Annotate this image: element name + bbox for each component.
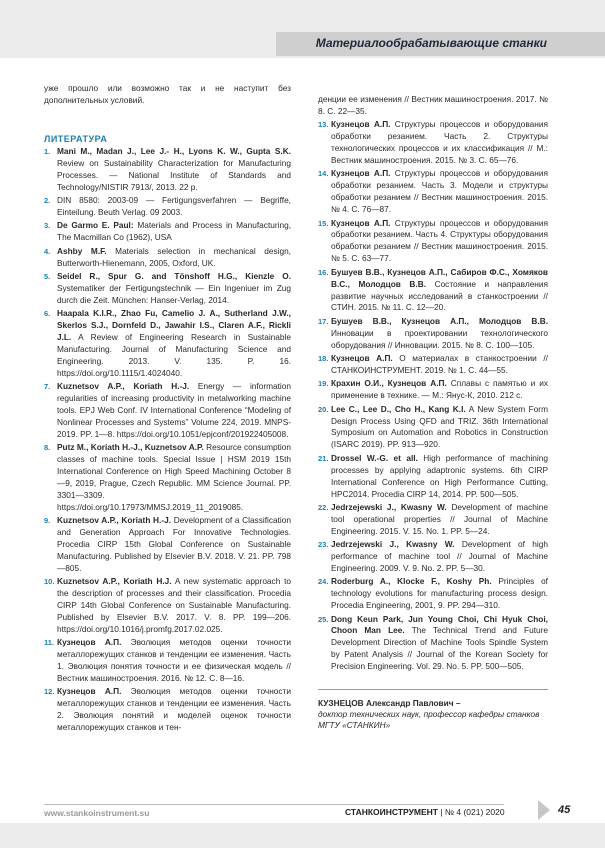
- reference-number: 2.: [44, 196, 51, 206]
- reference-item: [318, 267, 548, 315]
- reference-number: 20.: [318, 404, 329, 414]
- reference-authors: Roderburg A., Klocke F., Koshy Ph.: [331, 576, 492, 587]
- reference-item: [318, 404, 548, 452]
- reference-text: Структуры процессов и оборудования обработки резанием. Часть 4. Структуры оборудования обработки резанием // Вестник машиностроения. 2015. № 5. С. 63—77.: [331, 217, 548, 264]
- reference-item: [318, 614, 548, 674]
- reference-item: [318, 119, 548, 167]
- page-number: 45: [558, 804, 571, 816]
- reference-item: [44, 576, 291, 636]
- references-heading: ЛИТЕРАТУРА: [44, 134, 108, 144]
- reference-item: [318, 576, 548, 612]
- reference-text: Materials and Process in Manufacturing, The Macmillan Co (1962), USA: [57, 220, 292, 243]
- left-column: [44, 82, 291, 736]
- reference-authors: Кузнецов А.П.: [57, 637, 122, 648]
- author-info: [318, 689, 548, 731]
- reference-authors: Бушуев В.В., Кузнецов А.П., Сабиров Ф.С., Хомяков В.С., Молодцов В.В.: [331, 266, 548, 289]
- reference-item: [318, 218, 548, 266]
- reference-item: [318, 316, 548, 352]
- reference-item: [318, 353, 548, 377]
- reference-authors: Jedrzejewski J., Kwasny W.: [331, 539, 455, 550]
- reference-number: 17.: [318, 316, 329, 326]
- reference-item: [44, 220, 291, 244]
- reference-text: Systematiker der Fertigungstechnik — Ein Ingeniuer im Zug durch die Zeit. München: Hanser-Verlag, 2014.: [57, 282, 291, 305]
- reference-number: 13.: [318, 120, 329, 130]
- reference-authors: Кузнецов А.П.: [331, 168, 391, 179]
- reference-item: [318, 168, 548, 216]
- reference-item: [44, 515, 291, 575]
- footer-divider: [44, 804, 504, 805]
- section-title: Материалообрабатывающие станки: [315, 36, 547, 50]
- reference-number: 24.: [318, 577, 329, 587]
- reference-authors: Dong Keun Park, Jun Young Choi, Chi Hyuk Choi, Choon Man Lee.: [331, 613, 548, 636]
- reference-number: 5.: [44, 272, 51, 282]
- reference-authors: Кузнецов А.П.: [57, 686, 122, 697]
- journal-name: СТАНКОИНСТРУМЕНТ: [345, 807, 438, 817]
- reference-authors: Бушуев В.В., Кузнецов А.П., Молодцов В.В.: [331, 315, 548, 326]
- reference-text: Сплавы с памятью и их применение в технике. — М.: Янус-К, 2010. 212 с.: [331, 378, 548, 401]
- reference-authors: Kuznetsov A.P., Koriath H.-J.: [57, 381, 190, 392]
- reference-text: Структуры процессов и оборудования обработки резанием. Часть 2. Структуры технологических процессов и их классификация // М.: Вестник машиностроения. 2015. № 3. С. 65—76.: [331, 119, 548, 166]
- reference-authors: Ashby M.F.: [57, 245, 107, 256]
- reference-continuation: денции ее изменения // Вестник машиностроения. 2017. № 8. С. 22—35.: [318, 94, 548, 116]
- reference-item: [44, 308, 291, 379]
- reference-text: Development of machine tool operational properties // Journal of Machine Engineering. 2015. V. 15. No. 1. PP. 5—24.: [331, 501, 548, 536]
- reference-item: [44, 442, 291, 513]
- reference-item: [318, 502, 548, 538]
- right-column: [318, 94, 548, 731]
- reference-number: 18.: [318, 354, 329, 364]
- reference-authors: Seidel R., Spur G. and Tönshoff H.G., Kienzle O.: [57, 271, 291, 282]
- reference-text: A new systematic approach to the description of processes and their classification. Procedia CIRP 14th Global Conference on Sustainable Manufacturing. Published by Elsevier B.V. 2017. V. 8. PP. 199—206. https://doi.org/10.1016/j.promfg.2017.02.025.: [57, 576, 291, 634]
- reference-item: [44, 246, 291, 270]
- arrow-right-icon: [538, 800, 550, 820]
- reference-text: О материалах в станкостроении // СТАНКОИНСТРУМЕНТ. 2019. № 1. С. 44—55.: [331, 353, 548, 375]
- reference-number: 8.: [44, 443, 51, 453]
- reference-authors: Haapala K.I.R., Zhao Fu, Camelio J. A., Sutherland J.W., Skerlos S.J., Dornfeld D., Jawahir I.S., Claren A.F., Rickli J.L.: [57, 308, 291, 343]
- reference-text: Development of a Classification and Generation Approach For Innovative Technologies. Procedia CIRP 15th Global Conference on Sustainable Manufacturing. Published by Elsevier B.V. 2018. V. 21. PP. 798—805.: [57, 515, 291, 573]
- reference-number: 23.: [318, 540, 329, 550]
- reference-number: 22.: [318, 502, 329, 512]
- reference-number: 19.: [318, 379, 329, 389]
- reference-authors: Кузнецов А.П.: [331, 353, 393, 364]
- reference-item: [318, 378, 548, 402]
- reference-text: A Review of Engineering Research in Sustainable Manufacturing. Journal of Manufacturing Science and Engineering. 2013. V. 135. P. 16. https://doi.org/10.1115/1.4024040.: [57, 332, 291, 378]
- footer-band: [0, 823, 605, 848]
- author-name: КУЗНЕЦОВ Александр Павлович –: [318, 698, 461, 709]
- reference-text: Инновации в проектировании технологического оборудования // Инновации. 2015. № 8. С. 100—105.: [331, 327, 548, 350]
- reference-text: Energy — information regularities of increasing productivity in metalworking machine tools. EPJ Web Conf. IV International Conference “Modeling of Nonlinear Processes and Systems” Volume 224, 2019. MNPS-2019. PP. 1—8. https://doi.org/10.1051/epjconf/201922405008.: [57, 381, 291, 439]
- reference-authors: Kuznetsov A.P., Koriath H.J.: [57, 576, 172, 587]
- reference-text: Структуры процессов и оборудования обработки резанием. Часть 3. Модели и структуры обработки резанием // Вестник машиностроения. 2015. № 4. С. 76—87.: [331, 168, 548, 215]
- reference-item: [44, 637, 291, 685]
- reference-number: 21.: [318, 453, 329, 463]
- reference-text: Development of high performance of machine tool // Journal of Machine Engineering. 2009. V. 9. No. 2. PP. 5—30.: [331, 539, 548, 573]
- reference-number: 12.: [44, 687, 55, 697]
- reference-text: Состояние и направления развитие научных исследований в станкостроении // СТИН. 2015. № 11. С. 12—20.: [331, 278, 549, 313]
- reference-authors: Kuznetsov A.P., Koriath H.-J.: [57, 515, 172, 526]
- reference-list-right: [318, 119, 548, 673]
- journal-issue: | № 4 (021) 2020: [437, 807, 505, 817]
- reference-item: [44, 686, 291, 734]
- reference-authors: Drossel W.-G. et all.: [331, 452, 418, 463]
- reference-text: Эволюция методов оценки точности металлорежущих станков и тенденции ее изменения. Часть 2. Эволюция понятий и моделей оценок точности металлорежущих станков и тен-: [57, 686, 291, 733]
- reference-number: 16.: [318, 267, 329, 277]
- reference-number: 10.: [44, 577, 55, 587]
- reference-item: [44, 271, 291, 307]
- reference-text: A New System Form Design Process Using QFD and TRIZ. 36th International Symposium on Automation and Robotics in Construction (ISARC 2019). PP. 913—920.: [331, 403, 548, 450]
- reference-number: 4.: [44, 246, 51, 256]
- reference-list-left: [44, 146, 291, 734]
- footer-journal: [345, 807, 505, 817]
- reference-text: The Technical Trend and Future Development Direction of Machine Tools Spindle System by Patent Analysis // Journal of the Korean Society for Precision Engineering. Vol. 29. No. 5. PP. 500—505.: [331, 625, 548, 672]
- reference-authors: Крахин О.И., Кузнецов А.П.: [331, 378, 447, 389]
- reference-item: [44, 146, 291, 194]
- author-position: доктор технических наук, профессор кафедры станков МГТУ «СТАНКИН»: [318, 709, 540, 731]
- reference-text: DIN 8580: 2003-09 — Fertigungsverfahren — Begriffe, Einteilung. Beuth Verlag. 09 2003.: [57, 195, 291, 218]
- reference-text: Review on Sustainability Characterization for Manufacturing Processes. — National Institute of Standards and Technology/NISTIR 7913/, 2013. 22 p.: [57, 157, 291, 192]
- reference-authors: Jedrzejewski J., Kwasny W.: [331, 501, 447, 512]
- reference-authors: Кузнецов А.П.: [331, 217, 391, 228]
- reference-authors: Кузнецов А.П.: [331, 119, 391, 130]
- reference-number: 6.: [44, 309, 51, 319]
- reference-text: High performance of machining processes by applying adaptronic systems. 6th CIRP International Conference on High Performance Cutting, HPC2014. Procedia CIRP 14, 2014. PP. 500—505.: [331, 452, 548, 499]
- reference-item: [44, 195, 291, 219]
- reference-item: [318, 539, 548, 575]
- reference-number: 9.: [44, 516, 51, 526]
- reference-authors: De Garmo E. Paul:: [57, 220, 134, 231]
- reference-number: 7.: [44, 382, 51, 392]
- reference-text: Materials selection in mechanical design, Butterworth-Hienemann, 2005, Oxford, UK.: [57, 245, 291, 268]
- reference-item: [318, 453, 548, 501]
- reference-number: 1.: [44, 147, 51, 156]
- reference-number: 15.: [318, 218, 329, 228]
- reference-number: 11.: [44, 638, 55, 648]
- reference-authors: Mani M., Madan J., Lee J.- H., Lyons K. W., Gupta S.K.: [57, 146, 291, 156]
- footer-url[interactable]: www.stankoinstrument.su: [44, 808, 150, 818]
- reference-number: 3.: [44, 221, 51, 231]
- reference-number: 14.: [318, 169, 329, 179]
- reference-authors: Lee C., Lee D., Cho H., Kang K.I.: [331, 403, 466, 414]
- reference-item: [44, 381, 291, 441]
- reference-authors: Putz M., Koriath H.-J., Kuznetsov A.P.: [57, 442, 204, 453]
- reference-number: 25.: [318, 614, 329, 624]
- lead-paragraph: уже прошло или возможно так и не наступит без дополнительных условий.: [44, 83, 291, 105]
- reference-text: Principles of technology evolutions for manufacturing process design. Procedia Engineering, 2001, 9. PP. 294—310.: [331, 576, 548, 611]
- reference-text: Resource consumption classes of machine tools. Special Issue | HSM 2019 15th International Conference on High Speed Machining October 8—9, 2019, Prague, Czech Republic. MM Science Journal. PP. 3301—3309. https://doi.org/10.17973/MMSJ.2019_11_2019085.: [57, 442, 291, 512]
- reference-text: Эволюция методов оценки точности металлорежущих станков и тенденции ее изменения. Часть 1. Эволюция понятия точности и ее физическая модель // Вестник машиностроения. 2016. № 12. С. 8—16.: [57, 637, 291, 683]
